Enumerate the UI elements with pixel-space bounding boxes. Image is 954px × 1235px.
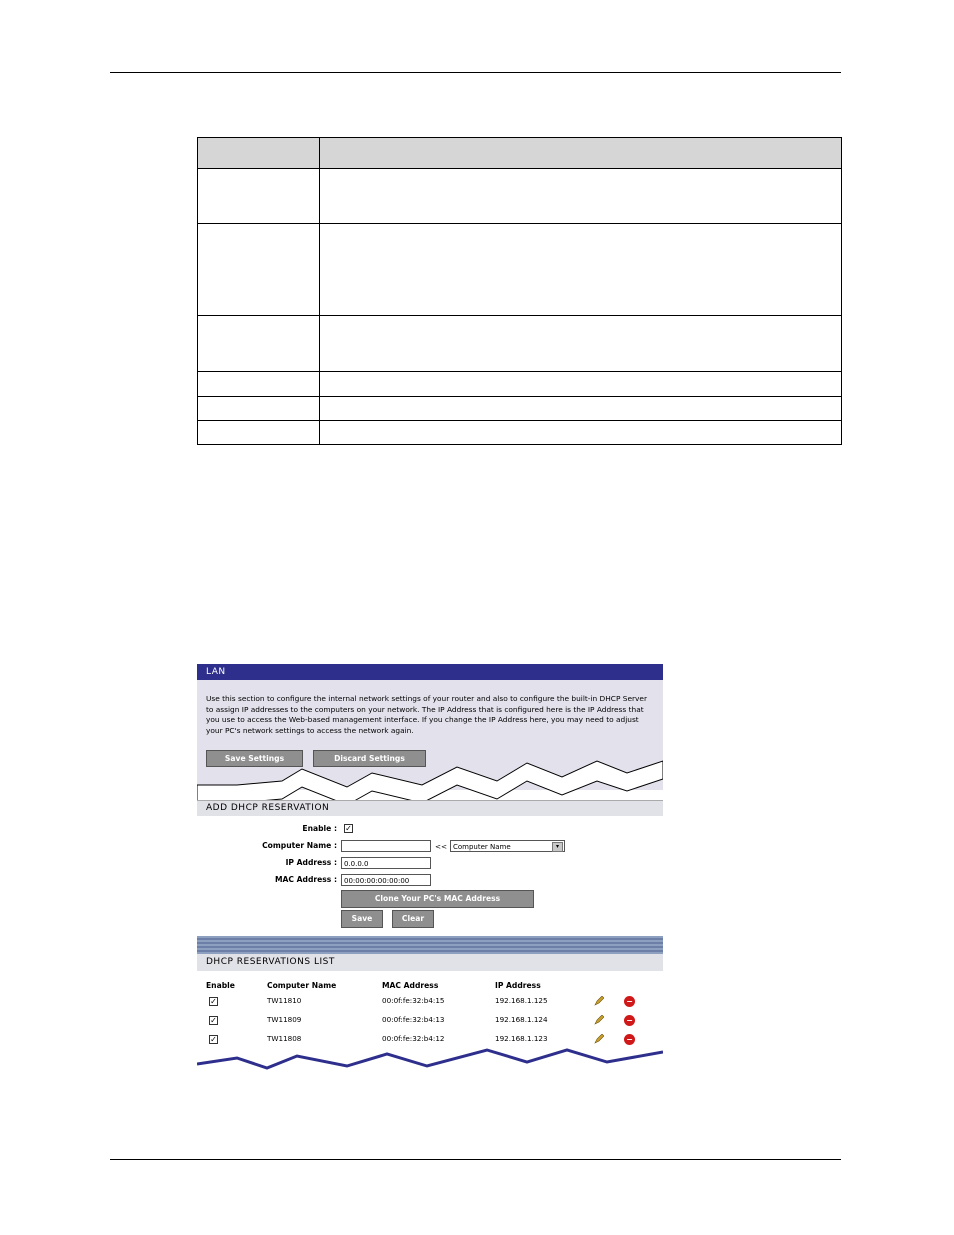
table-cell [320,224,842,316]
save-settings-button[interactable]: Save Settings [206,750,303,767]
discard-settings-button[interactable]: Discard Settings [313,750,426,767]
table-cell [320,421,842,445]
computer-name-label: Computer Name : [262,841,337,850]
column-header-ip-address: IP Address [495,981,541,990]
enable-checkbox[interactable]: ✓ [345,824,352,833]
column-header-enable: Enable [206,981,235,990]
table-header-cell [320,138,842,169]
computer-name-select[interactable] [450,840,565,852]
pencil-icon[interactable] [594,996,604,1006]
computer-name-input[interactable] [341,840,431,852]
section-divider [197,936,663,954]
row-mac-address: 00:0f:fe:32:b4:13 [382,1015,445,1024]
table-row [198,372,842,397]
footer-rule [110,1159,841,1160]
table-cell [320,169,842,224]
lan-header-bar [197,664,663,680]
lan-description: Use this section to configure the internal network settings of your router and also to configure the built-in DHCP Server to assign IP addresses to the computers on your network. The IP Address that is configured here is the IP Address that you use to access the Web-based management interface. If you change the IP Address here, you may need to adjust your PC's network settings to access the network again. [206,694,647,735]
reservations-list-title: DHCP RESERVATIONS LIST [206,957,335,967]
row-enable-checkbox[interactable]: ✓ [210,997,217,1006]
row-ip-address: 192.168.1.123 [495,1034,548,1043]
field-description-table [197,137,842,445]
pencil-icon[interactable] [594,1015,604,1025]
table-cell [198,169,320,224]
pencil-icon[interactable] [594,1034,604,1044]
ip-address-label: IP Address : [285,858,337,867]
table-cell [198,372,320,397]
save-button[interactable]: Save [341,910,383,928]
clear-button[interactable]: Clear [392,910,434,928]
clone-mac-button[interactable]: Clone Your PC's MAC Address [341,890,534,908]
header-rule [110,72,841,73]
row-computer-name: TW11809 [267,1015,302,1024]
table-cell [198,397,320,421]
table-cell [198,421,320,445]
table-row [198,169,842,224]
table-cell [320,372,842,397]
copy-arrow: << [435,842,448,851]
row-mac-address: 00:0f:fe:32:b4:12 [382,1034,445,1043]
table-header-cell [198,138,320,169]
chevron-down-icon[interactable]: ▾ [552,842,563,852]
column-header-mac-address: MAC Address [382,981,439,990]
mac-address-label: MAC Address : [274,875,337,884]
table-row [198,316,842,372]
enable-label: Enable : [302,824,337,833]
row-mac-address: 00:0f:fe:32:b4:15 [382,996,445,1005]
delete-icon[interactable]: − [624,1015,635,1026]
delete-icon[interactable]: − [624,1034,635,1045]
table-cell [320,397,842,421]
row-computer-name: TW11808 [267,1034,302,1043]
torn-edge-bottom [197,1044,663,1076]
lan-title: LAN [206,667,226,677]
row-ip-address: 192.168.1.125 [495,996,548,1005]
table-cell [320,316,842,372]
table-cell [198,224,320,316]
delete-icon[interactable]: − [624,996,635,1007]
row-enable-checkbox[interactable]: ✓ [210,1016,217,1025]
table-row [198,397,842,421]
column-header-computer-name: Computer Name [267,981,337,990]
row-computer-name: TW11810 [267,996,302,1005]
row-enable-checkbox[interactable]: ✓ [210,1035,217,1044]
table-header-row [198,138,842,169]
table-row [198,224,842,316]
computer-name-select-value: Computer Name [453,843,511,851]
table-row [198,421,842,445]
mac-address-input[interactable]: 00:00:00:00:00:00 [341,874,431,886]
table-cell [198,316,320,372]
ip-address-input[interactable]: 0.0.0.0 [341,857,431,869]
lan-screenshot [197,664,663,1076]
row-ip-address: 192.168.1.124 [495,1015,548,1024]
add-reservation-title: ADD DHCP RESERVATION [206,803,330,813]
add-reservation-form [197,816,663,936]
